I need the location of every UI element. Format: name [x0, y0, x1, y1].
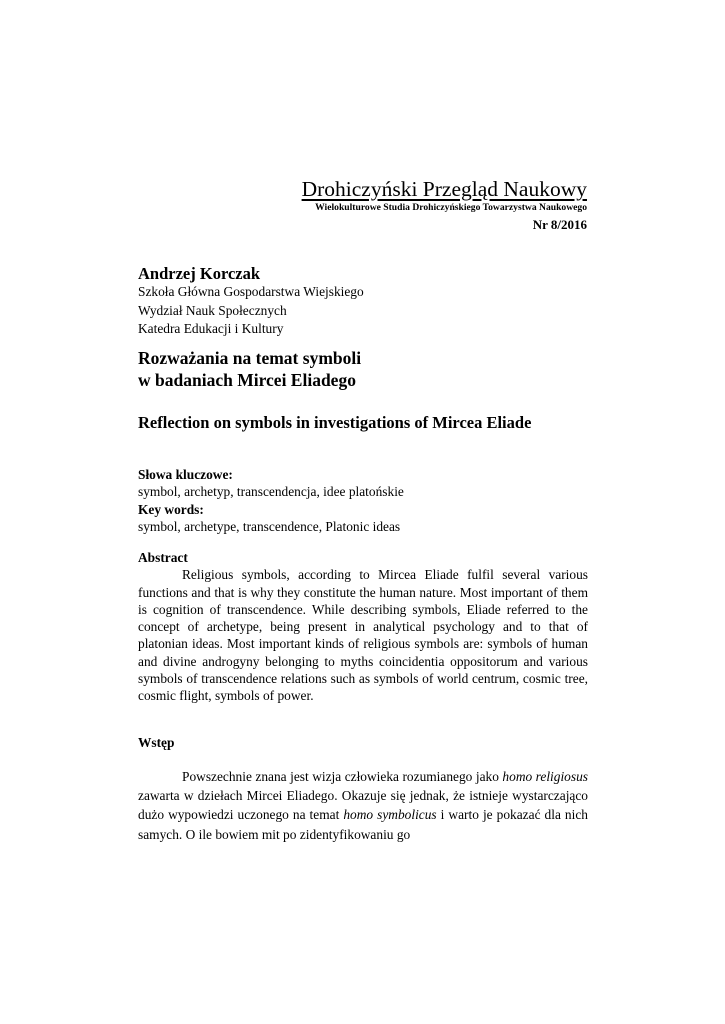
affiliation-line: Katedra Edukacji i Kultury [138, 321, 284, 336]
journal-issue: Nr 8/2016 [532, 217, 587, 232]
author-name: Andrzej Korczak [138, 264, 261, 283]
keywords-pl-label: Słowa kluczowe: [138, 467, 233, 482]
abstract-label: Abstract [138, 550, 188, 565]
italic-term: homo symbolicus [343, 807, 437, 823]
title-line: w badaniach Mircei Eliadego [138, 370, 356, 390]
keywords-en-label: Key words: [138, 501, 204, 517]
journal-subtitle: Wielokulturowe Studia Drohiczyńskiego Towarzystwa Naukowego [315, 202, 587, 213]
text-run: Powszechnie znana jest wizja człowieka rozumianego jako [182, 769, 503, 784]
intro-paragraph [138, 767, 588, 844]
affiliation-line: Wydział Nauk Społecznych [138, 302, 287, 318]
journal-title: Drohiczyński Przegląd Naukowy [301, 177, 587, 201]
intro-body [138, 767, 588, 844]
keywords-pl-text: symbol, archetyp, transcendencja, idee platońskie [138, 484, 404, 500]
abstract-text: Religious symbols, according to Mircea Eliade fulfil several various functions and that is why they constitute the human nature. Most important of them is cognition of transcendence. While describing symbols, Eliade referred to the concept of archetype, being present in analytical psychology and to that of platonian ideas. Most important kinds of religious symbols are: symbols of human and divine androgyny belonging to myths coincidentia oppositorum and various symbols of transcendence relations such as symbols of world centrum, cosmic tree, cosmic flight, symbols of power. [138, 567, 588, 704]
author-affiliations [138, 283, 588, 339]
title-line: Rozważania na temat symboli [138, 348, 362, 368]
abstract-section [138, 549, 588, 705]
journal-header [302, 176, 587, 233]
article-title-polish [138, 347, 588, 391]
keywords-section [138, 466, 588, 535]
affiliation-line: Szkoła Główna Gospodarstwa Wiejskiego [138, 284, 364, 299]
text-run: zawarta w dziełach Mircei Eliadego. Okazuje się jednak, że istnieje wystarczająco dużo wypowiedzi uczonego na temat [138, 788, 588, 823]
italic-term: homo religiosus [502, 769, 588, 784]
article-title-english: Reflection on symbols in investigations of Mircea Eliade [138, 413, 532, 432]
text-run: i warto je pokazać dla nich samych. O ile bowiem mit po zidentyfikowaniu go [138, 807, 588, 842]
section-heading: Wstęp [138, 735, 175, 750]
keywords-en-text: symbol, archetype, transcendence, Platonic ideas [138, 518, 401, 534]
